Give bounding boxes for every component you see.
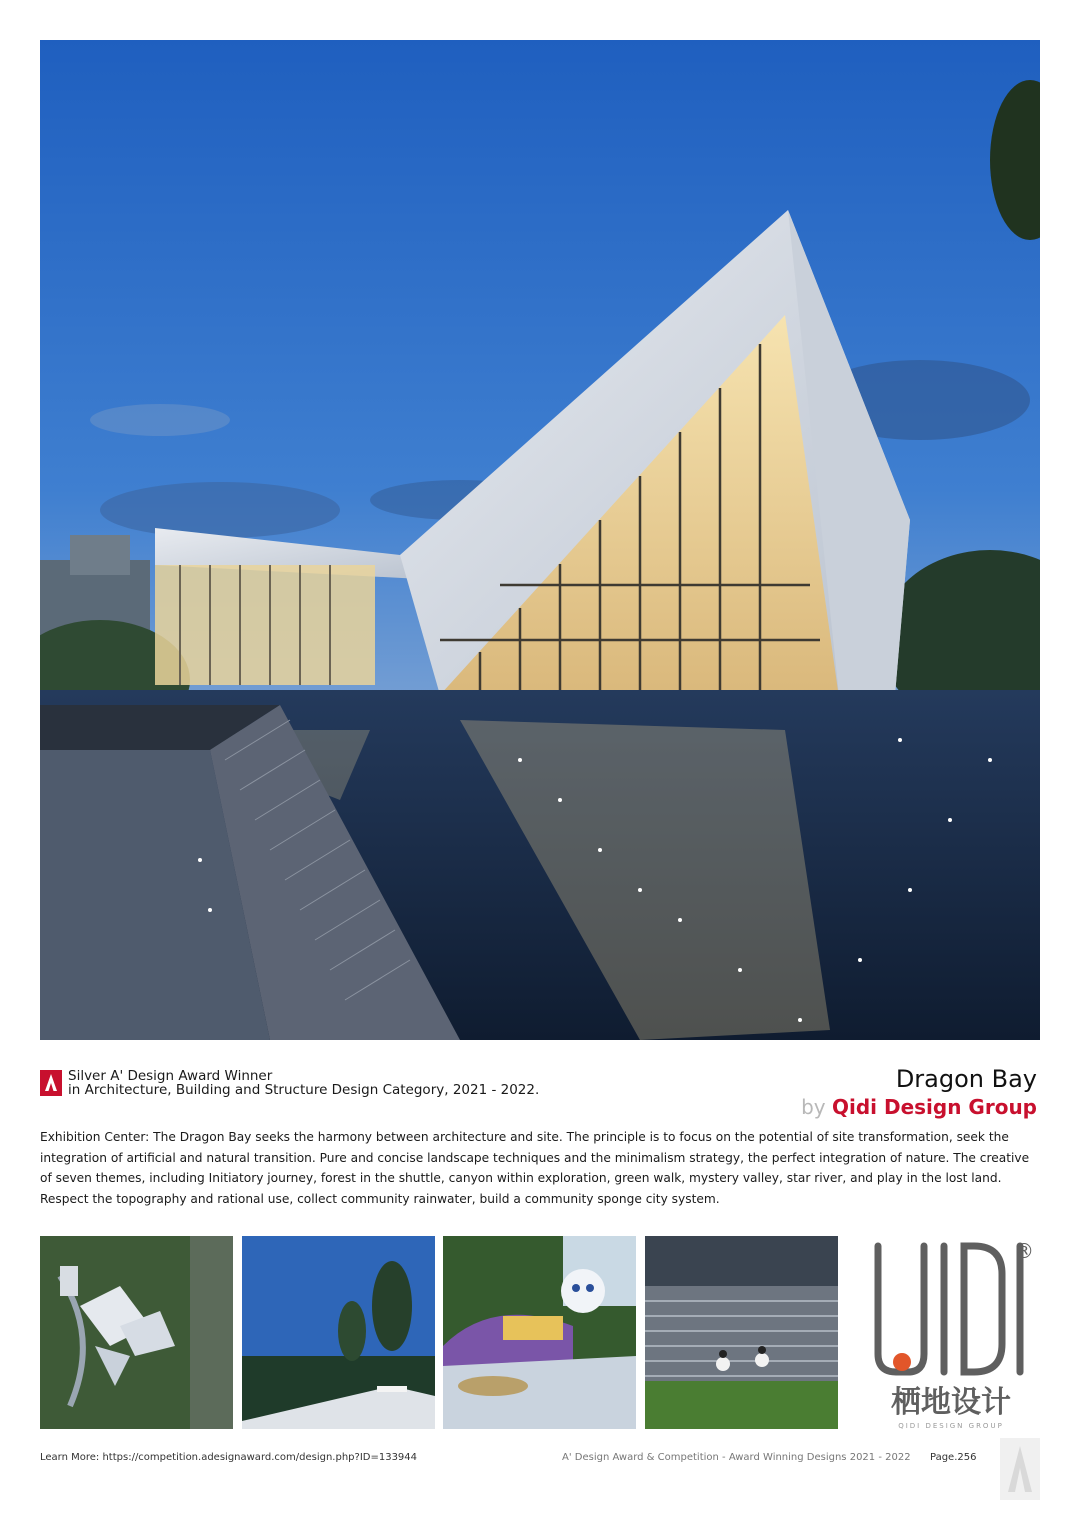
award-category: in Architecture, Building and Structure Design Category, 2021 - 2022. (68, 1082, 540, 1098)
designer-line (801, 1094, 1037, 1120)
brand-chinese-name: 栖地设计 (891, 1385, 1011, 1420)
by-label: by (801, 1095, 826, 1119)
designer-name: Qidi Design Group (831, 1095, 1037, 1119)
registered-mark: ® (1014, 1239, 1034, 1263)
footer-publication: A' Design Award & Competition - Award Winning Designs 2021 - 2022 (562, 1452, 911, 1463)
design-title: Dragon Bay (895, 1065, 1037, 1093)
title-block (801, 1064, 1037, 1120)
thumbnail-tree-sign (242, 1236, 435, 1429)
brand-tagline: QIDI DESIGN GROUP (898, 1422, 1004, 1430)
thumbnail-waterfall (645, 1236, 838, 1429)
learn-more-link[interactable]: Learn More: https://competition.adesignaward.com/design.php?ID=133944 (40, 1452, 418, 1463)
award-title: Silver A' Design Award Winner (68, 1068, 273, 1084)
design-description: Exhibition Center: The Dragon Bay seeks the harmony between architecture and site. The principle is to focus on the potential of site transformation, seek the integration of artificial and natural transition. Pure and concise landscape techniques and the minimalism strategy, the perfect integration of nature. The creative of seven themes, including Initiatory journey, forest in the shuttle, canyon within exploration, green walk, mystery valley, star river, and play in the lost land. Respect the topography and rational use, collect community rainwater, build a community sponge city system. (40, 1130, 1030, 1206)
qidi-brand-logo (866, 1236, 1036, 1436)
page-number: Page.256 (930, 1452, 977, 1463)
thumbnail-playground (443, 1236, 636, 1429)
a-watermark-icon (1000, 1438, 1040, 1500)
a-design-award-logo-icon (40, 1070, 62, 1096)
thumbnail-aerial-view (40, 1236, 233, 1429)
hero-photo (40, 40, 1040, 1040)
